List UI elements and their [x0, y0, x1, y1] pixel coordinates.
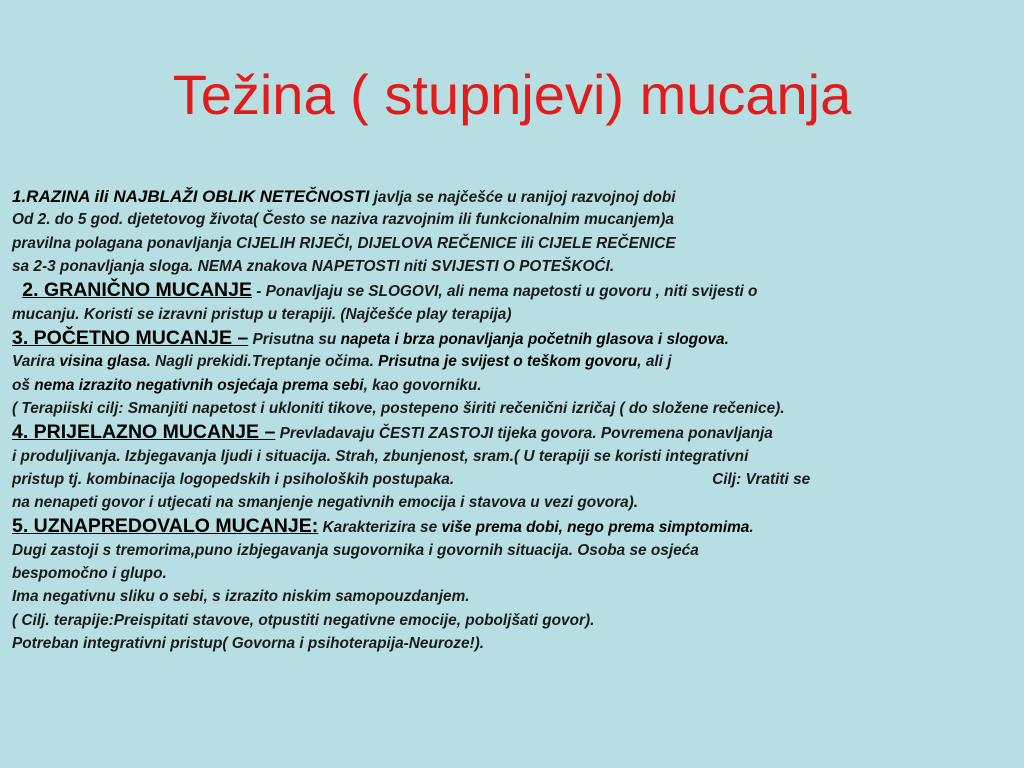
body-line: ( Terapiiski cilj: Smanjiti napetost i ukloniti tikove, postepeno širiti rečenični izričaj ( do složene rečenice). — [12, 399, 785, 417]
level-2-heading: 2. GRANIČNO MUCANJE — [22, 279, 252, 302]
body-text: Prevladavaju ČESTI ZASTOJI tijeka govora. Povremena ponavljanja — [275, 425, 773, 443]
body-line: Od 2. do 5 god. djetetovog života( Često se naziva razvojnim ili funkcionalnim mucanjem)a — [12, 211, 674, 229]
level-4-heading: 4. PRIJELAZNO MUCANJE – — [12, 421, 276, 444]
body-line: mucanju. Koristi se izravni pristup u terapiji. (Najčešće play terapija) — [12, 305, 512, 323]
emphasis-text: napeta i brza ponavljanja početnih glasova i slogova — [340, 330, 725, 348]
emphasis-text: visina glasa — [59, 353, 147, 371]
slide-title: Težina ( stupnjevi) mucanja — [172, 63, 852, 126]
body-line: Ima negativnu sliku o sebi, s izrazito niskim samopouzdanjem. — [12, 588, 470, 606]
body-line — [12, 350, 1017, 373]
emphasis-text: Prisutna je svijest o teškom govoru — [378, 353, 638, 371]
body-line: na nenapeti govor i utjecati na smanjenje negativnih emocija i stavova u vezi govora). — [12, 494, 639, 512]
body-line: sa 2-3 ponavljanja sloga. NEMA znakova NAPETOSTI niti SVIJESTI O POTEŠKOĆI. — [12, 257, 615, 275]
body-line: bespomočno i glupo. — [12, 565, 167, 583]
body-text: . — [749, 519, 754, 537]
body-text: Cilj: Vratiti se — [712, 470, 811, 488]
emphasis-text: nema izrazito negativnih osjećaja prema sebi — [34, 376, 364, 394]
body-text: Prisutna su — [248, 330, 341, 348]
body-text: , ali j — [637, 353, 672, 371]
level-5-heading-line — [12, 514, 1017, 538]
level-1-heading-line — [12, 185, 1017, 208]
body-line: Potreban integrativni pristup( Govorna i psihoterapija-Neuroze!). — [12, 635, 485, 653]
level-3-heading-line — [12, 326, 1017, 350]
body-text: - Ponavljaju se SLOGOVI, ali nema napetosti u govoru , niti svijesti o — [251, 283, 758, 301]
level-2-heading-line — [12, 278, 1017, 302]
body-line — [12, 374, 1017, 397]
body-line: Dugi zastoji s tremorima,puno izbjegavanja sugovornika i govornih situacija. Osoba se osjeća — [12, 541, 699, 559]
slide-body — [12, 185, 1017, 655]
body-text: . — [724, 330, 729, 348]
body-line: pravilna polagana ponavljanja CIJELIH RIJEČI, DIJELOVA REČENICE ili CIJELE REČENICE — [12, 234, 676, 252]
body-text: javlja se najčešće u ranijoj razvojnoj dobi — [369, 189, 676, 206]
level-5-heading: 5. UZNAPREDOVALO MUCANJE: — [12, 515, 319, 538]
body-text: , kao govorniku. — [363, 376, 482, 394]
body-text: Karakterizira se — [318, 519, 442, 537]
level-3-heading: 3. POČETNO MUCANJE – — [12, 326, 249, 349]
emphasis-text: više prema dobi, nego prema simptomima — [441, 519, 750, 537]
level-4-heading-line — [12, 420, 1017, 444]
body-text: . Nagli prekidi.Treptanje očima. — [146, 353, 379, 371]
body-line — [12, 468, 1017, 491]
level-1-heading: 1.RAZINA ili NAJBLAŽI OBLIK NETEČNOSTI — [12, 187, 370, 206]
body-line: i produljivanja. Izbjegavanja ljudi i situacija. Strah, zbunjenost, sram.( U terapiji se koristi integrativni — [12, 447, 749, 465]
body-text: oš — [12, 376, 35, 394]
body-text: pristup tj. kombinacija logopedskih i psiholoških postupaka. — [12, 470, 455, 488]
body-line: ( Cilj. terapije:Preispitati stavove, otpustiti negativne emocije, poboljšati govor). — [12, 611, 595, 629]
body-text: Varira — [12, 353, 60, 371]
